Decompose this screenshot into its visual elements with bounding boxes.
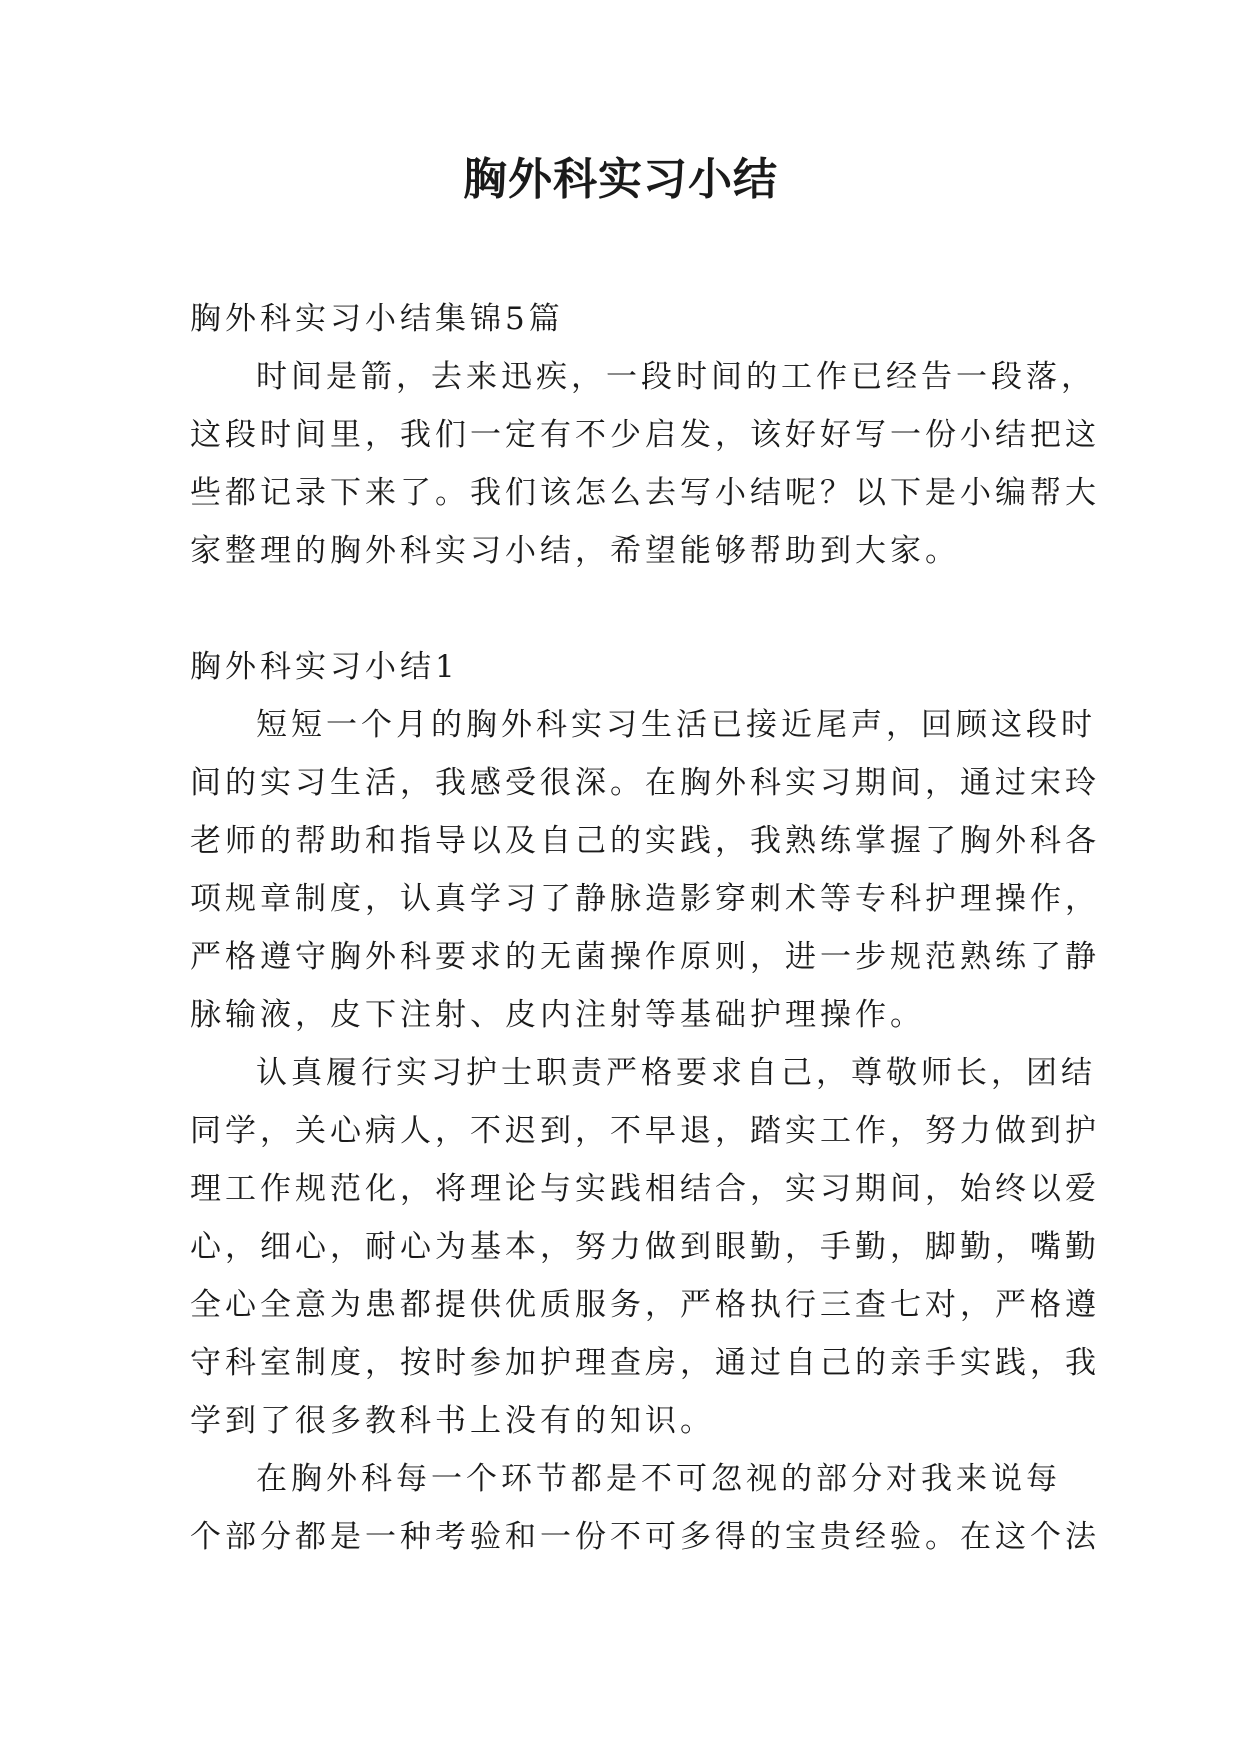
- intro-paragraph: [190, 348, 1100, 580]
- paragraph-line: 短短一个月的胸外科实习生活已接近尾声，回顾这段时: [256, 707, 1096, 743]
- paragraph-line: 理工作规范化，将理论与实践相结合，实习期间，始终以爱: [190, 1171, 1100, 1207]
- paragraph-line: 这段时间里，我们一定有不少启发，该好好写一份小结把这: [190, 417, 1100, 453]
- spacer: [190, 580, 1070, 638]
- paragraph-line: 老师的帮助和指导以及自己的实践，我熟练掌握了胸外科各: [190, 823, 1100, 859]
- paragraph-line: 间的实习生活，我感受很深。在胸外科实习期间，通过宋玲: [190, 765, 1100, 801]
- paragraph-line: 认真履行实习护士职责严格要求自己，尊敬师长，团结: [256, 1055, 1096, 1091]
- paragraph-line: 家整理的胸外科实习小结，希望能够帮助到大家。: [190, 533, 960, 569]
- section-heading: 胸外科实习小结1: [190, 649, 459, 685]
- paragraph-line: 严格遵守胸外科要求的无菌操作原则，进一步规范熟练了静: [190, 939, 1100, 975]
- paragraph-2: [190, 1044, 1100, 1450]
- paragraph-3: [190, 1450, 1100, 1566]
- paragraph-line: 在胸外科每一个环节都是不可忽视的部分对我来说每: [256, 1461, 1061, 1497]
- paragraph-line: 些都记录下来了。我们该怎么去写小结呢？以下是小编帮大: [190, 475, 1100, 511]
- paragraph-line: 时间是箭，去来迅疾，一段时间的工作已经告一段落，: [256, 359, 1096, 395]
- paragraph-line: 脉输液，皮下注射、皮内注射等基础护理操作。: [190, 997, 925, 1033]
- paragraph-line: 个部分都是一种考验和一份不可多得的宝贵经验。在这个法: [190, 1519, 1100, 1555]
- document-title: 胸外科实习小结: [463, 154, 778, 205]
- paragraph-line: 学到了很多教科书上没有的知识。: [190, 1403, 715, 1439]
- paragraph-line: 守科室制度，按时参加护理查房，通过自己的亲手实践，我: [190, 1345, 1100, 1381]
- paragraph-line: 全心全意为患都提供优质服务，严格执行三查七对，严格遵: [190, 1287, 1100, 1323]
- paragraph-line: 项规章制度，认真学习了静脉造影穿刺术等专科护理操作，: [190, 881, 1100, 917]
- document-body: [190, 290, 1100, 1566]
- paragraph-line: 同学，关心病人，不迟到，不早退，踏实工作，努力做到护: [190, 1113, 1100, 1149]
- document-subtitle: 胸外科实习小结集锦5篇: [190, 301, 564, 337]
- paragraph-1: [190, 696, 1100, 1044]
- paragraph-line: 心，细心，耐心为基本，努力做到眼勤，手勤，脚勤，嘴勤: [190, 1229, 1100, 1265]
